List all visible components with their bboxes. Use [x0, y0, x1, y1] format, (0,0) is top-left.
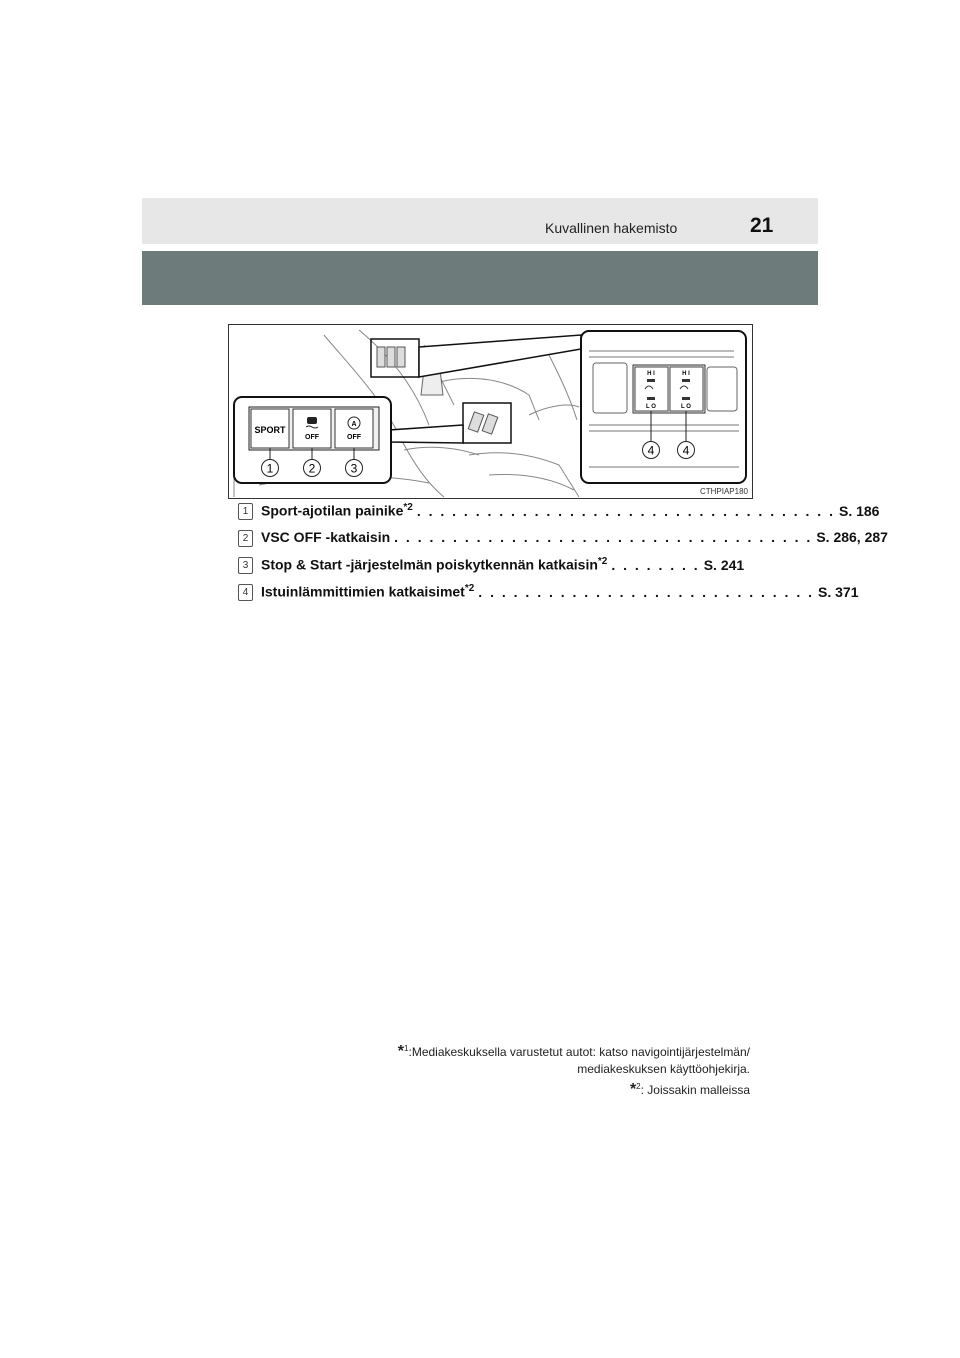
svg-text:3: 3 [350, 461, 358, 476]
item-footnote-mark: *2 [464, 583, 475, 594]
item-number: 3 [238, 557, 253, 574]
callout-2 [304, 460, 321, 477]
list-item [238, 583, 859, 610]
page-reference[interactable]: S. 186 [838, 502, 880, 519]
list-item [238, 529, 888, 556]
page-reference[interactable]: S. 286, 287 [816, 529, 888, 545]
item-footnote-mark: *2 [403, 502, 413, 513]
sport-switch-label: SPORT [254, 425, 286, 435]
item-number: 2 [238, 530, 253, 547]
item-label: VSC OFF -katkaisin [261, 529, 391, 545]
left-cup-recess [593, 363, 627, 413]
svg-text:1: 1 [266, 461, 274, 476]
item-list [238, 502, 888, 610]
item-label: Stop & Start -järjestelmän poiskytkennän katkaisin$^{*2}$ [261, 556, 608, 573]
callout-4-left [643, 442, 660, 459]
header-bar [142, 198, 818, 244]
svg-text:4: 4 [682, 443, 690, 458]
list-item [238, 502, 880, 529]
section-title: Kuvallinen hakemisto [545, 220, 678, 236]
callout-1 [262, 460, 279, 477]
figure-code: CTHPIAP180 [699, 487, 748, 496]
page-number: 21 [750, 214, 774, 237]
lo-label-right: L O [681, 404, 691, 410]
console-drawing [229, 325, 752, 498]
footnotes [398, 1040, 750, 1099]
section-band [142, 251, 818, 305]
item-label: Istuinlämmittimien katkaisimet$^{*2}$ [261, 583, 475, 600]
list-item [238, 556, 745, 583]
page-reference[interactable]: S. 371 [818, 583, 859, 600]
bottom-switch-group [468, 412, 498, 434]
leader-dots: . . . . . . . . . . . . . . . . . . . . . . . . . . . . . . . . . . . . [416, 502, 835, 519]
vsc-off-switch [293, 409, 331, 448]
right-recess [707, 367, 737, 411]
leader-dots: . . . . . . . . [611, 556, 700, 573]
auto-a-label: A [351, 421, 357, 428]
vsc-off-label: OFF [305, 434, 319, 441]
footnote-1-cont: mediakeskuksen käyttöohjekirja. [577, 1062, 750, 1076]
auto-off-label: OFF [347, 434, 361, 441]
callout-4-right [678, 442, 695, 459]
item-footnote-mark: *2 [597, 556, 608, 567]
connector-bottom [389, 425, 463, 443]
console-illustration [228, 324, 753, 499]
leader-dots: . . . . . . . . . . . . . . . . . . . . . . . . . . . . . [478, 583, 815, 600]
footnote-2: *$^2$: Joissakin malleissa [629, 1081, 750, 1098]
hi-label-left: H I [647, 371, 655, 377]
svg-text:2: 2 [308, 461, 316, 476]
callout-3 [346, 460, 363, 477]
item-number: 1 [238, 503, 253, 520]
hi-label-right: H I [682, 371, 690, 377]
page-reference[interactable]: S. 241 [703, 556, 745, 573]
lo-label-left: L O [646, 404, 656, 410]
footnote-1: *$^1$:Mediakeskuksella varustetut autot: katso navigointijärjestelmän/ [397, 1043, 750, 1060]
svg-text:4: 4 [647, 443, 655, 458]
top-switch-group [377, 347, 405, 367]
item-label: Sport-ajotilan painike$^{*2}$ [261, 502, 413, 519]
item-number: 4 [238, 584, 253, 601]
leader-dots: . . . . . . . . . . . . . . . . . . . . . . . . . . . . . . . . . . . . [394, 529, 813, 545]
